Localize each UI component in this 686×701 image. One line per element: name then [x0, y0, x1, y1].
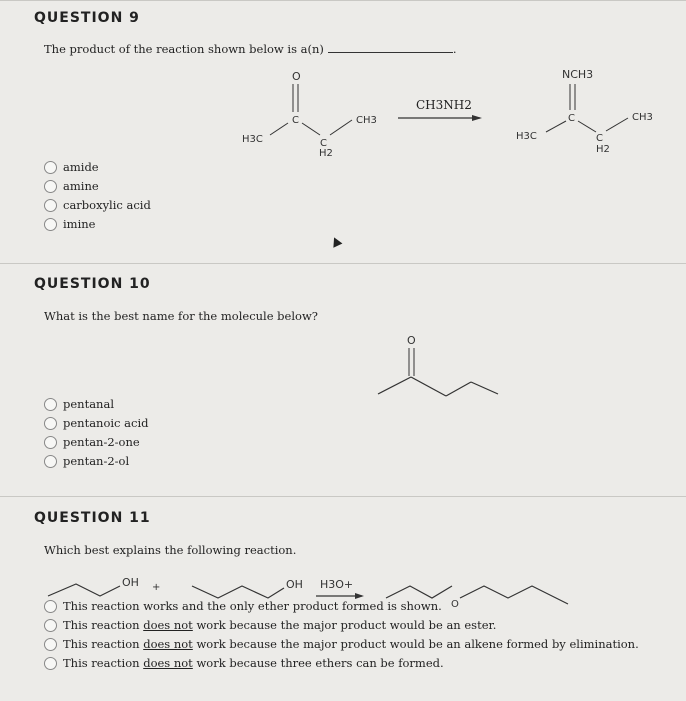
option-text-underlined: does not [143, 637, 193, 651]
radio-button[interactable] [44, 199, 57, 212]
reaction-arrowhead [472, 115, 482, 121]
option-label: amine [63, 179, 99, 193]
option-label [63, 655, 444, 671]
q11-option-4[interactable] [44, 655, 444, 671]
product-nch3-label: NCH3 [562, 68, 594, 81]
product-imine-c: C [568, 113, 575, 124]
option-label: imine [63, 217, 96, 231]
q10-option-pentan-2-one[interactable] [44, 434, 140, 450]
option-text-underlined: does not [143, 656, 193, 670]
option-text-pre: This reaction [63, 656, 144, 670]
option-text-pre: This reaction [63, 637, 144, 651]
option-text: This reaction works and the only ether product formed is shown. [63, 599, 442, 613]
q11-option-3[interactable] [44, 636, 639, 652]
q10-oxygen-label: O [407, 334, 416, 347]
option-text-underlined: does not [143, 618, 193, 632]
reactant-oxygen-label: O [292, 70, 301, 83]
radio-button[interactable] [44, 161, 57, 174]
q11-reagent-label: H3O+ [320, 578, 354, 591]
ether-right-chain [460, 586, 568, 604]
pentanone-structure [370, 330, 530, 410]
question-10-title: QUESTION 10 [34, 276, 151, 292]
product-ch2-c: C [596, 133, 603, 144]
q9-option-carboxylic-acid[interactable] [44, 197, 151, 213]
option-label: pentan-2-one [63, 435, 140, 449]
radio-button[interactable] [44, 218, 57, 231]
butanol-chain [192, 586, 284, 598]
reactant-ch2-h: H2 [319, 148, 333, 159]
option-label [63, 617, 496, 633]
q11-option-1[interactable] [44, 598, 442, 614]
option-label: amide [63, 160, 99, 174]
radio-button[interactable] [44, 436, 57, 449]
q9-reagent-label: CH3NH2 [416, 98, 472, 112]
reaction-diagram-q9 [0, 60, 686, 180]
blank-period: . [452, 42, 457, 56]
product-ch3-label: CH3 [632, 112, 653, 123]
question-9-text [44, 42, 457, 56]
radio-button[interactable] [44, 638, 57, 651]
q11-option-2[interactable] [44, 617, 496, 633]
propanol-oh-label: OH [122, 576, 139, 589]
q9-option-amide[interactable] [44, 159, 99, 175]
reactant-carbonyl-c: C [292, 115, 299, 126]
question-11-text: Which best explains the following reaction. [44, 543, 297, 557]
option-label [63, 598, 442, 614]
ether-oxygen-label: O [451, 599, 459, 610]
option-label: carboxylic acid [63, 198, 151, 212]
reactant-ch2-c: C [320, 138, 327, 149]
ether-left-chain [386, 586, 452, 598]
option-label: pentanal [63, 397, 114, 411]
option-label: pentan-2-ol [63, 454, 130, 468]
reactant-h3c-label: H3C [242, 134, 263, 145]
q10-option-pentanal[interactable] [44, 396, 114, 412]
product-imine [516, 68, 653, 155]
answer-blank [328, 52, 453, 53]
option-text-post: work because three ethers can be formed. [192, 656, 444, 670]
radio-button[interactable] [44, 600, 57, 613]
radio-button[interactable] [44, 180, 57, 193]
option-text-post: work because the major product would be an ester. [192, 618, 497, 632]
option-text-pre: This reaction [63, 618, 144, 632]
option-label [63, 636, 639, 652]
plus-sign: + [152, 582, 161, 593]
question-9-title: QUESTION 9 [34, 10, 140, 26]
q10-option-pentanoic-acid[interactable] [44, 415, 149, 431]
option-text-post: work because the major product would be an alkene formed by elimination. [192, 637, 639, 651]
q9-option-amine[interactable] [44, 178, 99, 194]
radio-button[interactable] [44, 455, 57, 468]
reactant-ketone [242, 70, 377, 159]
question-11-title: QUESTION 11 [34, 510, 151, 526]
question-10-text: What is the best name for the molecule below? [44, 309, 318, 323]
option-label: pentanoic acid [63, 416, 149, 430]
propanol-chain [48, 584, 120, 596]
radio-button[interactable] [44, 619, 57, 632]
radio-button[interactable] [44, 417, 57, 430]
reactant-ch3-label: CH3 [356, 115, 377, 126]
radio-button[interactable] [44, 398, 57, 411]
q9-option-imine[interactable] [44, 216, 95, 232]
radio-button[interactable] [44, 657, 57, 670]
product-ch2-h: H2 [596, 144, 610, 155]
question-9-prompt: The product of the reaction shown below is a(n) [44, 42, 324, 56]
butanol-oh-label: OH [286, 578, 303, 591]
q10-option-pentan-2-ol[interactable] [44, 453, 129, 469]
product-h3c-label: H3C [516, 131, 537, 142]
